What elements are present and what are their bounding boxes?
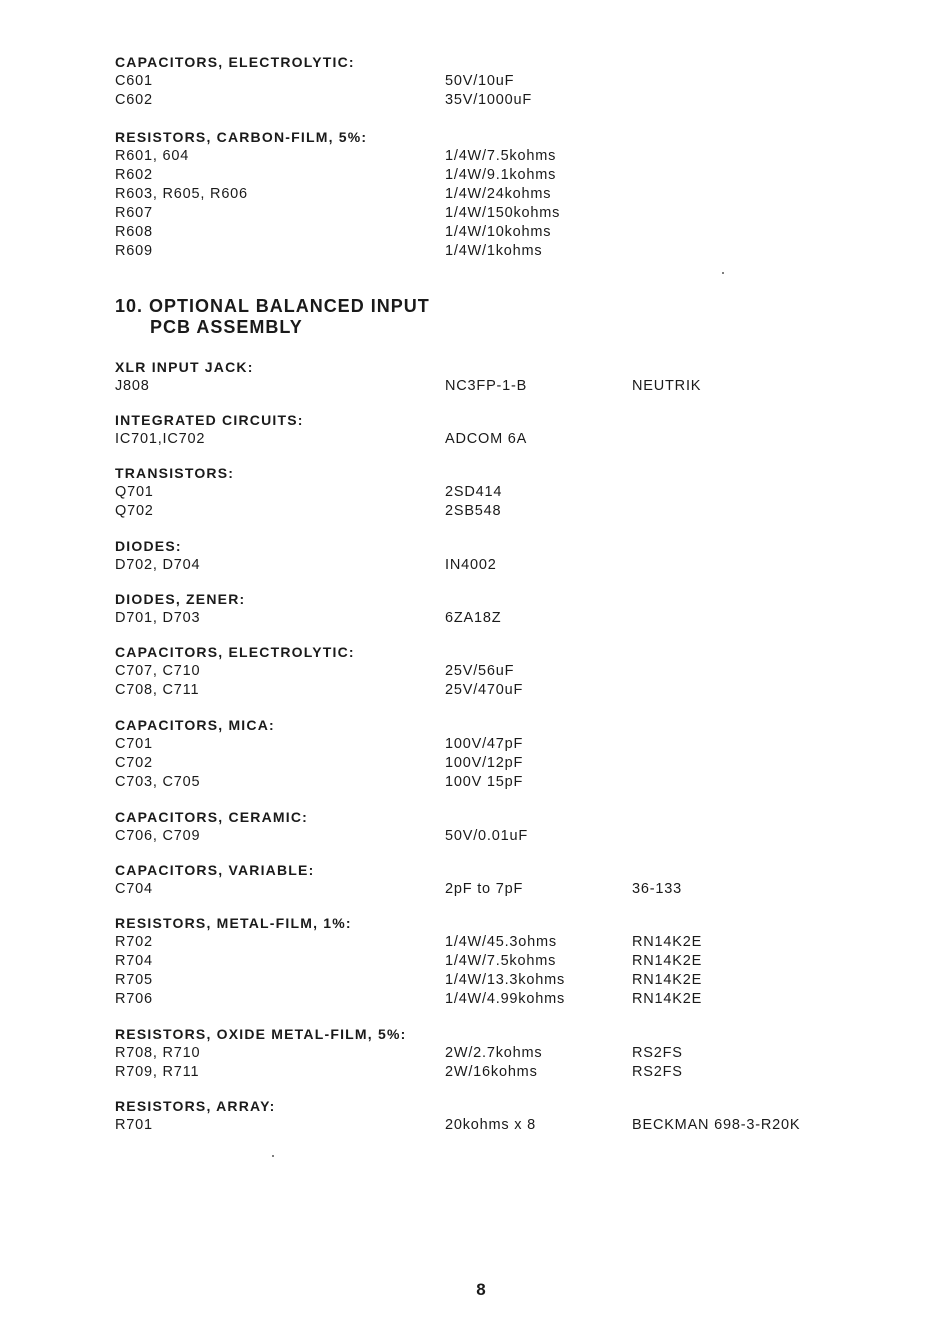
part-designator: C708, C711 bbox=[115, 682, 200, 698]
part-number: RS2FS bbox=[632, 1064, 683, 1080]
part-row bbox=[115, 681, 835, 700]
parts-group bbox=[115, 128, 835, 261]
part-row bbox=[115, 880, 835, 899]
part-designator: IC701,IC702 bbox=[115, 431, 206, 447]
part-row bbox=[115, 185, 835, 204]
part-number: RN14K2E bbox=[632, 934, 703, 950]
part-designator: C702 bbox=[115, 755, 153, 771]
part-row bbox=[115, 773, 835, 792]
part-number: RN14K2E bbox=[632, 972, 703, 988]
page-number: 8 bbox=[476, 1280, 486, 1299]
part-row bbox=[115, 952, 835, 971]
part-row bbox=[115, 91, 835, 110]
parts-group bbox=[115, 914, 835, 1009]
part-value: NC3FP-1-B bbox=[445, 378, 528, 394]
part-designator: J808 bbox=[115, 378, 150, 394]
parts-group bbox=[115, 537, 835, 575]
part-row bbox=[115, 430, 835, 449]
part-number: BECKMAN 698-3-R20K bbox=[632, 1117, 801, 1133]
part-number: RS2FS bbox=[632, 1045, 683, 1061]
part-value: 1/4W/9.1kohms bbox=[445, 167, 557, 183]
part-value: 2SB548 bbox=[445, 503, 502, 519]
part-value: 2pF to 7pF bbox=[445, 881, 524, 897]
part-value: 1/4W/10kohms bbox=[445, 224, 552, 240]
part-row bbox=[115, 754, 835, 773]
parts-group bbox=[115, 1025, 835, 1082]
group-heading: RESISTORS, ARRAY: bbox=[115, 1098, 276, 1114]
part-value: 100V/12pF bbox=[445, 755, 524, 771]
parts-group bbox=[115, 808, 835, 846]
group-heading: CAPACITORS, ELECTROLYTIC: bbox=[115, 54, 355, 70]
part-number: RN14K2E bbox=[632, 991, 703, 1007]
part-value: 1/4W/45.3ohms bbox=[445, 934, 557, 950]
part-row bbox=[115, 827, 835, 846]
section-title-line-1: 10. OPTIONAL BALANCED INPUT bbox=[115, 296, 430, 316]
part-value: 1/4W/13.3kohms bbox=[445, 972, 565, 988]
part-designator: C704 bbox=[115, 881, 153, 897]
parts-group bbox=[115, 590, 835, 628]
group-heading: TRANSISTORS: bbox=[115, 465, 235, 481]
group-heading: CAPACITORS, VARIABLE: bbox=[115, 862, 315, 878]
parts-group bbox=[115, 861, 835, 899]
part-value: 1/4W/7.5kohms bbox=[445, 953, 557, 969]
part-value: 1/4W/24kohms bbox=[445, 186, 552, 202]
section-title-line-2: PCB ASSEMBLY bbox=[150, 317, 303, 337]
part-value: 25V/56uF bbox=[445, 663, 515, 679]
part-number: 36-133 bbox=[632, 881, 682, 897]
part-row bbox=[115, 1044, 835, 1063]
part-designator: Q701 bbox=[115, 484, 154, 500]
part-row bbox=[115, 377, 835, 396]
part-designator: R708, R710 bbox=[115, 1045, 201, 1061]
scan-speck bbox=[272, 1155, 274, 1157]
part-value: 100V 15pF bbox=[445, 774, 524, 790]
part-designator: R602 bbox=[115, 167, 153, 183]
part-row bbox=[115, 72, 835, 91]
group-heading: CAPACITORS, ELECTROLYTIC: bbox=[115, 644, 355, 660]
parts-group bbox=[115, 716, 835, 792]
part-value: 1/4W/4.99kohms bbox=[445, 991, 565, 1007]
part-designator: Q702 bbox=[115, 503, 154, 519]
part-designator: C703, C705 bbox=[115, 774, 201, 790]
part-value: 35V/1000uF bbox=[445, 92, 533, 108]
part-value: 2SD414 bbox=[445, 484, 503, 500]
part-row bbox=[115, 502, 835, 521]
parts-group bbox=[115, 1097, 835, 1135]
part-designator: R704 bbox=[115, 953, 153, 969]
group-heading: RESISTORS, OXIDE METAL-FILM, 5%: bbox=[115, 1026, 407, 1042]
part-value: IN4002 bbox=[445, 557, 497, 573]
part-value: ADCOM 6A bbox=[445, 431, 528, 447]
part-value: 50V/0.01uF bbox=[445, 828, 528, 844]
part-row bbox=[115, 204, 835, 223]
part-designator: C707, C710 bbox=[115, 663, 201, 679]
part-value: 1/4W/1kohms bbox=[445, 243, 543, 259]
group-heading: CAPACITORS, CERAMIC: bbox=[115, 809, 309, 825]
part-designator: R702 bbox=[115, 934, 153, 950]
part-designator: R607 bbox=[115, 205, 153, 221]
part-value: 50V/10uF bbox=[445, 73, 515, 89]
part-designator: R701 bbox=[115, 1117, 153, 1133]
parts-group bbox=[115, 411, 835, 449]
part-designator: C706, C709 bbox=[115, 828, 201, 844]
part-value: 25V/470uF bbox=[445, 682, 524, 698]
part-row bbox=[115, 1063, 835, 1082]
scan-speck bbox=[722, 272, 724, 274]
part-row bbox=[115, 483, 835, 502]
section-title bbox=[115, 296, 430, 338]
part-designator: R609 bbox=[115, 243, 153, 259]
part-designator: R709, R711 bbox=[115, 1064, 200, 1080]
part-row bbox=[115, 735, 835, 754]
part-row bbox=[115, 147, 835, 166]
part-row bbox=[115, 609, 835, 628]
group-heading: XLR INPUT JACK: bbox=[115, 359, 254, 375]
part-value: 1/4W/150kohms bbox=[445, 205, 561, 221]
group-heading: INTEGRATED CIRCUITS: bbox=[115, 412, 304, 428]
part-row bbox=[115, 933, 835, 952]
part-designator: C601 bbox=[115, 73, 153, 89]
part-designator: R705 bbox=[115, 972, 153, 988]
group-heading: RESISTORS, METAL-FILM, 1%: bbox=[115, 915, 352, 931]
part-row bbox=[115, 662, 835, 681]
part-number: RN14K2E bbox=[632, 953, 703, 969]
part-row bbox=[115, 242, 835, 261]
part-row bbox=[115, 971, 835, 990]
parts-group bbox=[115, 643, 835, 700]
part-designator: R608 bbox=[115, 224, 153, 240]
part-designator: R706 bbox=[115, 991, 153, 1007]
part-designator: D701, D703 bbox=[115, 610, 201, 626]
group-heading: DIODES: bbox=[115, 538, 182, 554]
parts-group bbox=[115, 358, 835, 396]
part-value: 2W/2.7kohms bbox=[445, 1045, 543, 1061]
group-heading: CAPACITORS, MICA: bbox=[115, 717, 275, 733]
part-number: NEUTRIK bbox=[632, 378, 702, 394]
group-heading: RESISTORS, CARBON-FILM, 5%: bbox=[115, 129, 368, 145]
part-row bbox=[115, 1116, 835, 1135]
part-value: 2W/16kohms bbox=[445, 1064, 538, 1080]
parts-group bbox=[115, 464, 835, 521]
parts-group bbox=[115, 53, 835, 110]
part-designator: R601, 604 bbox=[115, 148, 190, 164]
part-row bbox=[115, 556, 835, 575]
part-value: 6ZA18Z bbox=[445, 610, 502, 626]
part-value: 1/4W/7.5kohms bbox=[445, 148, 557, 164]
group-heading: DIODES, ZENER: bbox=[115, 591, 246, 607]
part-row bbox=[115, 166, 835, 185]
part-value: 100V/47pF bbox=[445, 736, 524, 752]
part-designator: R603, R605, R606 bbox=[115, 186, 248, 202]
part-value: 20kohms x 8 bbox=[445, 1117, 537, 1133]
part-row bbox=[115, 223, 835, 242]
part-designator: C701 bbox=[115, 736, 153, 752]
part-designator: D702, D704 bbox=[115, 557, 201, 573]
part-designator: C602 bbox=[115, 92, 153, 108]
part-row bbox=[115, 990, 835, 1009]
